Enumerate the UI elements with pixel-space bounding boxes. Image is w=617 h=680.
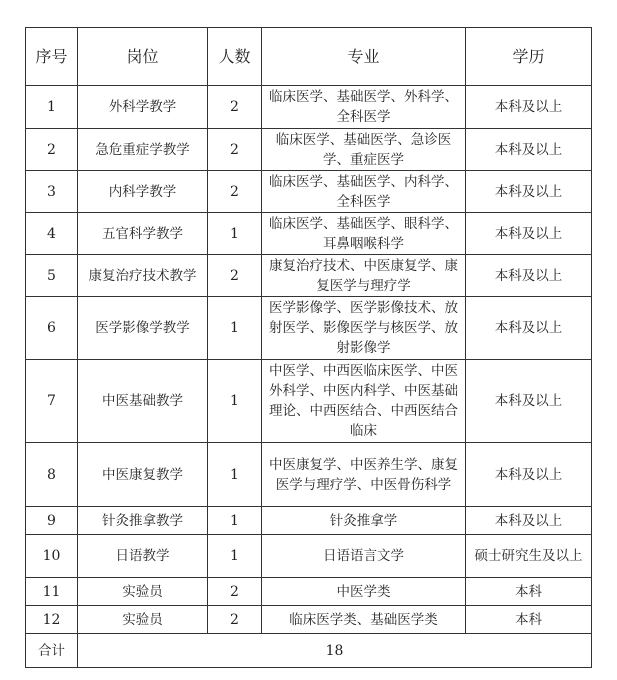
row-position: 外科学教学 [78,86,208,129]
row-count: 2 [208,255,262,297]
row-education: 本科 [466,578,592,606]
row-count: 1 [208,213,262,255]
row-count: 1 [208,360,262,443]
row-count: 1 [208,535,262,578]
row-major: 中医学、中西医临床医学、中医外科学、中医内科学、中医基础理论、中西医结合、中西医结合临床 [262,360,466,443]
row-education: 本科及以上 [466,171,592,213]
header-major: 专业 [262,28,466,86]
row-position: 内科学教学 [78,171,208,213]
row-major: 中医康复学、中医养生学、康复医学与理疗学、中医骨伤科学 [262,443,466,507]
row-education: 本科及以上 [466,443,592,507]
row-education: 本科及以上 [466,297,592,360]
row-count: 1 [208,507,262,535]
row-index: 4 [26,213,78,255]
row-education: 本科及以上 [466,129,592,171]
row-index: 10 [26,535,78,578]
row-major: 临床医学、基础医学、内科学、全科医学 [262,171,466,213]
row-index: 9 [26,507,78,535]
row-major: 临床医学、基础医学、外科学、全科医学 [262,86,466,129]
row-major: 医学影像学、医学影像技术、放射医学、影像医学与核医学、放射影像学 [262,297,466,360]
table-row [26,129,592,171]
header-row [26,28,592,86]
recruitment-table-wrapper [25,27,592,668]
row-count: 1 [208,297,262,360]
row-education: 本科及以上 [466,507,592,535]
table-row [26,578,592,606]
row-position: 实验员 [78,606,208,634]
row-education: 本科 [466,606,592,634]
row-major: 临床医学、基础医学、眼科学、耳鼻咽喉科学 [262,213,466,255]
row-major: 中医学类 [262,578,466,606]
row-index: 7 [26,360,78,443]
header-position: 岗位 [78,28,208,86]
table-row [26,443,592,507]
row-position: 医学影像学教学 [78,297,208,360]
table-row [26,297,592,360]
row-position: 针灸推拿教学 [78,507,208,535]
recruitment-table [25,27,592,668]
row-education: 本科及以上 [466,360,592,443]
header-index: 序号 [26,28,78,86]
row-index: 3 [26,171,78,213]
row-count: 1 [208,443,262,507]
row-education: 本科及以上 [466,86,592,129]
row-major: 临床医学类、基础医学类 [262,606,466,634]
row-count: 2 [208,129,262,171]
table-row [26,606,592,634]
row-index: 11 [26,578,78,606]
row-position: 日语教学 [78,535,208,578]
row-index: 8 [26,443,78,507]
row-major: 临床医学、基础医学、急诊医学、重症医学 [262,129,466,171]
total-label: 合计 [26,634,78,668]
row-position: 中医基础教学 [78,360,208,443]
table-row [26,255,592,297]
row-count: 2 [208,171,262,213]
row-position: 康复治疗技术教学 [78,255,208,297]
row-major: 日语语言文学 [262,535,466,578]
header-count: 人数 [208,28,262,86]
table-row [26,360,592,443]
total-value: 18 [78,634,592,668]
row-position: 五官科学教学 [78,213,208,255]
table-row [26,86,592,129]
table-row [26,213,592,255]
total-row [26,634,592,668]
row-position: 实验员 [78,578,208,606]
row-count: 2 [208,578,262,606]
row-index: 1 [26,86,78,129]
row-education: 硕士研究生及以上 [466,535,592,578]
row-major: 针灸推拿学 [262,507,466,535]
row-index: 5 [26,255,78,297]
row-position: 急危重症学教学 [78,129,208,171]
table-row [26,171,592,213]
table-row [26,507,592,535]
row-index: 6 [26,297,78,360]
table-row [26,535,592,578]
row-education: 本科及以上 [466,255,592,297]
row-index: 2 [26,129,78,171]
row-count: 2 [208,606,262,634]
row-index: 12 [26,606,78,634]
row-major: 康复治疗技术、中医康复学、康复医学与理疗学 [262,255,466,297]
header-education: 学历 [466,28,592,86]
row-position: 中医康复教学 [78,443,208,507]
row-count: 2 [208,86,262,129]
row-education: 本科及以上 [466,213,592,255]
